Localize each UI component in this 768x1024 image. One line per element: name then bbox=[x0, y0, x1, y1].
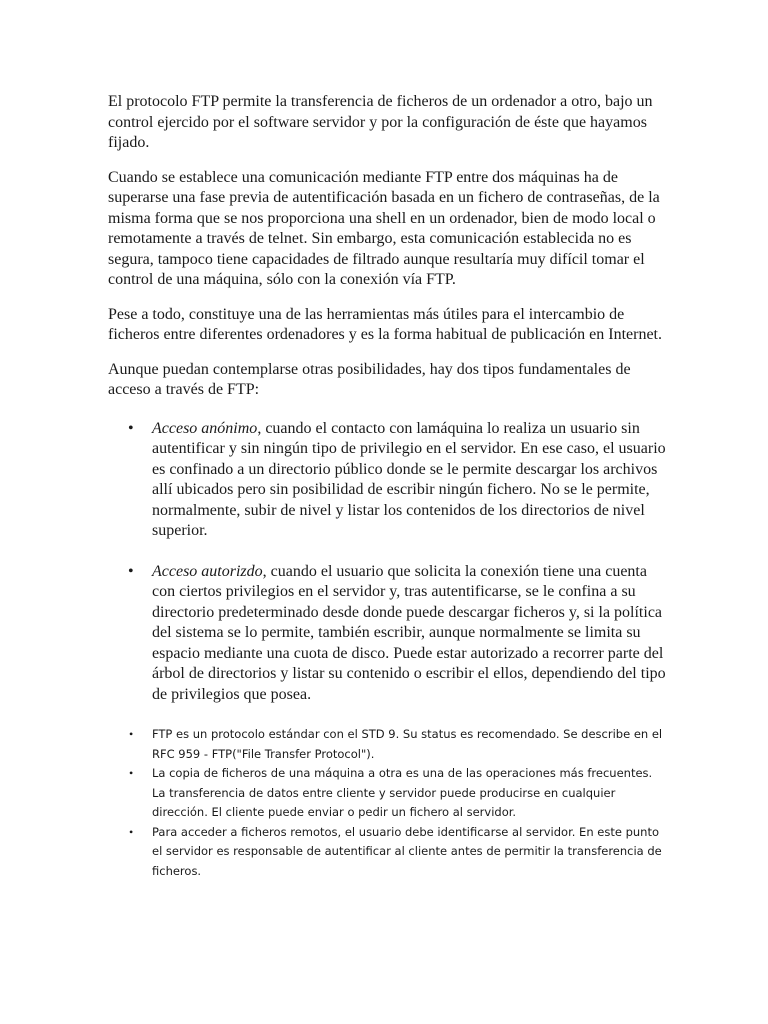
authorized-access-description: , cuando el usuario que solicita la conexión tiene una cuenta con ciertos privilegios en el servidor y, tras autentificarse, se le confina a su directorio predeterminado desde donde puede descargar ficheros y, si la política del sistema se lo permite, también escribir, aunque normalmente se limita su espacio mediante una cuota de disco. Puede estar autorizado a recorrer parte del árbol de directorios y listar su contenido o escribir el ellos, dependiendo del tipo de privilegios que posea. bbox=[152, 562, 666, 703]
bullet-icon: • bbox=[128, 562, 134, 580]
bullet-icon: • bbox=[129, 766, 134, 780]
paragraph-utility: Pese a todo, constituye una de las herramientas más útiles para el intercambio de ficheros entre diferentes ordenadores y es la forma habitual de publicación en Internet. bbox=[108, 305, 662, 343]
note-item bbox=[108, 823, 668, 882]
document-body bbox=[108, 92, 668, 881]
note-text: Para acceder a ficheros remotos, el usuario debe identificarse al servidor. En este punto el servidor es responsable de autentificar al cliente antes de permitir la transferencia de ficheros. bbox=[152, 824, 662, 878]
bullet-icon: • bbox=[129, 727, 134, 741]
anonymous-access-description: , cuando el contacto con lamáquina lo realiza un usuario sin autentificar y sin ningún tipo de privilegio en el servidor. En ese caso, el usuario es confinado a un directorio público donde se le permite descargar los archivos allí ubicados pero sin posibilidad de escribir ningún fichero. No se le permite, normalmente, subir de nivel y listar los contenidos de los directorios de nivel superior. bbox=[152, 419, 666, 539]
paragraph-authentication: Cuando se establece una comunicación mediante FTP entre dos máquinas ha de superarse una fase previa de autentificación basada en un fichero de contraseñas, de la misma forma que se nos proporciona una shell en un ordenador, bien de modo local o remotamente a través de telnet. Sin embargo, esta comunicación establecida no es segura, tampoco tiene capacidades de filtrado aunque resultaría muy difícil tomar el control de una máquina, sólo con la conexión vía FTP. bbox=[108, 168, 660, 288]
list-item-authorized-access bbox=[108, 562, 668, 706]
paragraph-intro: El protocolo FTP permite la transferencia de ficheros de un ordenador a otro, bajo un control ejercido por el software servidor y por la configuración de éste que hayamos fijado. bbox=[108, 93, 653, 151]
note-item bbox=[108, 764, 668, 823]
term-anonymous-access: Acceso anónimo bbox=[152, 419, 258, 437]
note-item bbox=[108, 725, 668, 764]
note-text: La copia de ficheros de una máquina a otra es una de las operaciones más frecuentes. La transferencia de datos entre cliente y servidor puede producirse en cualquier dirección. El cliente puede enviar o pedir un fichero al servidor. bbox=[152, 766, 653, 819]
notes-list bbox=[108, 725, 668, 881]
paragraph-access-types-intro: Aunque puedan contemplarse otras posibilidades, hay dos tipos fundamentales de acceso a través de FTP: bbox=[108, 360, 631, 398]
bullet-icon: • bbox=[128, 419, 134, 437]
bullet-icon: • bbox=[129, 824, 134, 839]
term-authorized-access: Acceso autorizdo bbox=[152, 562, 263, 580]
note-text: FTP es un protocolo estándar con el STD 9. Su status es recomendado. Se describe en el RFC 959 - FTP("File Transfer Protocol"). bbox=[152, 727, 663, 761]
list-item-anonymous-access bbox=[108, 419, 668, 542]
access-types-list bbox=[108, 419, 668, 706]
